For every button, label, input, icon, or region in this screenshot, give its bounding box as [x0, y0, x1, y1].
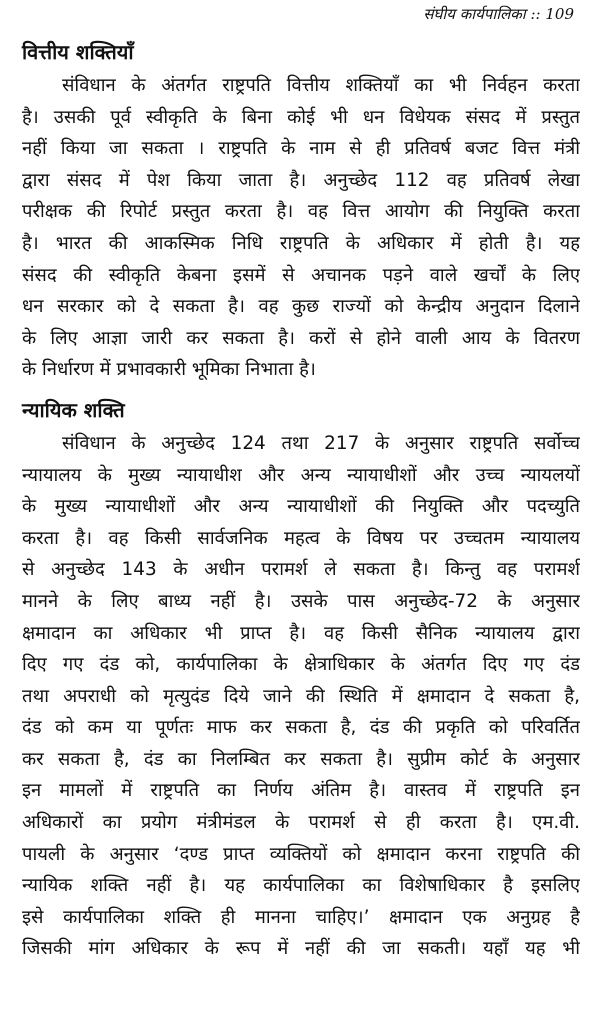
page-number: 109 [545, 5, 574, 23]
section-heading-financial-powers: वित्तीय शक्तियाँ [22, 40, 134, 64]
running-head [22, 4, 580, 26]
text-line: धन सरकार को दे सकता है। वह कुछ राज्यों को केन्द्रीय अनुदान दिलाने [22, 296, 580, 318]
running-head-title: संघीय कार्यपालिका [423, 5, 526, 23]
text-line: के मुख्य न्यायाधीशों और अन्य न्यायाधीशों की नियुक्ति और पदच्युति [22, 496, 580, 518]
text-line: द्वारा संसद में पेश किया जाता है। अनुच्छेद 112 वह प्रतिवर्ष लेखा [22, 169, 580, 191]
text-line: संविधान के अंतर्गत राष्ट्रपति वित्तीय शक्तियाँ का भी निर्वहन करता [62, 75, 580, 96]
text-line: संसद की स्वीकृति केबना इसमें से अचानक पड़ने वाले खर्चों के लिए [22, 264, 580, 286]
text-line: दंड को कम या पूर्णतः माफ कर सकता है, दंड की प्रकृति को परिवर्तित [22, 717, 580, 739]
text-line: इन मामलों में राष्ट्रपति का निर्णय अंतिम है। वास्तव में राष्ट्रपति इन [22, 780, 580, 802]
text-line: परीक्षक की रिपोर्ट प्रस्तुत करता है। वह वित्त आयोग की नियुक्ति करता [22, 201, 580, 223]
paragraph-judicial-power [22, 428, 580, 965]
text-line: के लिए आज्ञा जारी कर सकता है। करों से होने वाली आय के वितरण [22, 327, 580, 349]
text-line: से अनुच्छेद 143 के अधीन परामर्श ले सकता है। किन्तु वह परामर्श [22, 559, 580, 581]
text-line: जिसकी मांग अधिकार के रूप में नहीं की जा सकती। यहाँ यह भी [22, 938, 580, 960]
text-line: दिए गए दंड को, कार्यपालिका के क्षेत्राधिकार के अंतर्गत दिए गए दंड [22, 654, 580, 676]
text-line: मानने के लिए बाध्य नहीं है। उसके पास अनुच्छेद-72 के अनुसार [22, 590, 580, 612]
text-line: है। उसकी पूर्व स्वीकृति के बिना कोई भी धन विधेयक संसद में प्रस्तुत [22, 106, 580, 128]
text-line: अधिकारों का प्रयोग मंत्रीमंडल के परामर्श से ही करता है। एम.वी. [22, 812, 580, 834]
text-line: क्षमादान का अधिकार भी प्राप्त है। वह किसी सैनिक न्यायालय द्वारा [22, 622, 580, 644]
text-line: के निर्धारण में प्रभावकारी भूमिका निभाता है। [22, 359, 316, 381]
running-head-separator: :: [530, 5, 541, 23]
text-line: है। भारत की आकस्मिक निधि राष्ट्रपति के अधिकार में होती है। यह [22, 232, 580, 254]
text-line: संविधान के अनुच्छेद 124 तथा 217 के अनुसार राष्ट्रपति सर्वोच्च [62, 432, 580, 454]
text-line: न्यायालय के मुख्य न्यायाधीश और अन्य न्यायाधीशों और उच्च न्यायलयों [22, 464, 580, 486]
text-line: करता है। वह किसी सार्वजनिक महत्व के विषय पर उच्चतम न्यायालय [22, 527, 580, 549]
text-line: कर सकता है, दंड का निलम्बित कर सकता है। सुप्रीम कोर्ट के अनुसार [22, 748, 580, 770]
text-line: नहीं किया जा सकता । राष्ट्रपति के नाम से ही प्रतिवर्ष बजट वित्त मंत्री [22, 138, 580, 160]
text-line: न्यायिक शक्ति नहीं है। यह कार्यपालिका का विशेषाधिकार है इसलिए [22, 875, 580, 897]
text-line: तथा अपराधी को मृत्युदंड दिये जाने की स्थिति में क्षमादान दे सकता है, [22, 685, 580, 707]
text-line: पायली के अनुसार ‘दण्ड प्राप्त व्यक्तियों को क्षमादान करना राष्ट्रपति की [22, 843, 580, 865]
text-line: इसे कार्यपालिका शक्ति ही मानना चाहिए।’ क्षमादान एक अनुग्रह है [22, 906, 580, 928]
paragraph-financial-powers [22, 70, 580, 386]
section-heading-judicial-power: न्यायिक शक्ति [22, 397, 125, 422]
